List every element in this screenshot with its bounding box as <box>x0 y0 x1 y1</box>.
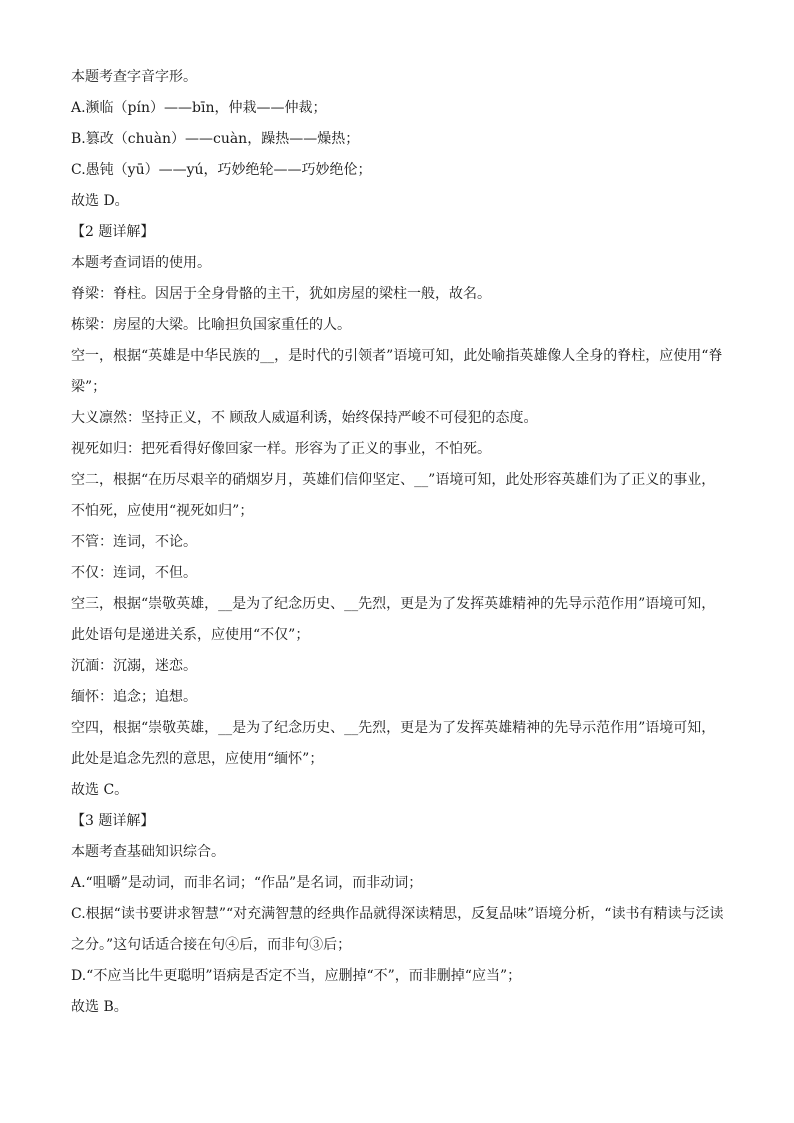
section-heading: 【3 题详解】 <box>71 813 155 829</box>
paragraph: 大义凛然：坚持正义，不 顾敌人威逼利诱，始终保持严峻不可侵犯的态度。 <box>71 410 538 426</box>
paragraph: 不管：连词，不论。 <box>71 534 197 550</box>
paragraph: 沉湎：沉溺，迷恋。 <box>71 658 197 674</box>
section-heading: 【2 题详解】 <box>71 224 155 240</box>
paragraph: A.“咀嚼”是动词，而非名词；“作品”是名词，而非动词； <box>71 875 423 891</box>
paragraph: C.愚钝（yū）——yú，巧妙绝轮——巧妙绝伦； <box>71 162 372 178</box>
paragraph: 本题考查词语的使用。 <box>71 255 211 271</box>
paragraph: 故选 B。 <box>71 999 128 1015</box>
paragraph: A.濒临（pín）——bīn，仲栽——仲裁； <box>71 100 327 116</box>
paragraph: B.篡改（chuàn）——cuàn，躁热——燥热； <box>71 131 360 147</box>
paragraph: 故选 D。 <box>71 193 129 209</box>
paragraph: 空二，根据“在历尽艰辛的硝烟岁月，英雄们信仰坚定、__”语境可知，此处形容英雄们为了正义的事业，不怕死，应使用“视死如归”； <box>71 472 716 519</box>
paragraph: 脊梁：脊柱。因居于全身骨骼的主干，犹如房屋的梁柱一般，故名。 <box>71 286 491 302</box>
paragraph: 空一，根据“英雄是中华民族的__，是时代的引领者”语境可知，此处喻指英雄像人全身的脊柱，应使用“脊梁”； <box>71 348 723 395</box>
paragraph: 本题考查字音字形。 <box>71 69 197 85</box>
paragraph: 本题考查基础知识综合。 <box>71 844 225 860</box>
paragraph: 故选 C。 <box>71 782 129 798</box>
paragraph: D.“不应当比牛更聪明”语病是否定不当，应删掉“不”，而非删掉“应当”； <box>71 968 522 984</box>
paragraph: 不仅：连词，不但。 <box>71 565 197 581</box>
paragraph: C.根据“读书要讲求智慧”“对充满智慧的经典作品就得深读精思，反复品味”语境分析，“读书有精读与泛读之分。”这句话适合接在句④后，而非句③后； <box>71 906 724 953</box>
paragraph: 缅怀：追念；追想。 <box>71 689 197 705</box>
paragraph: 栋梁：房屋的大梁。比喻担负国家重任的人。 <box>71 317 351 333</box>
paragraph: 空四，根据“崇敬英雄，__是为了纪念历史、__先烈，更是为了发挥英雄精神的先导示范作用”语境可知，此处是追念先烈的意思，应使用“缅怀”； <box>71 720 716 767</box>
paragraph: 空三，根据“崇敬英雄，__是为了纪念历史、__先烈，更是为了发挥英雄精神的先导示范作用”语境可知，此处语句是递进关系，应使用“不仅”； <box>71 596 716 643</box>
paragraph: 视死如归：把死看得好像回家一样。形容为了正义的事业，不怕死。 <box>71 441 491 457</box>
